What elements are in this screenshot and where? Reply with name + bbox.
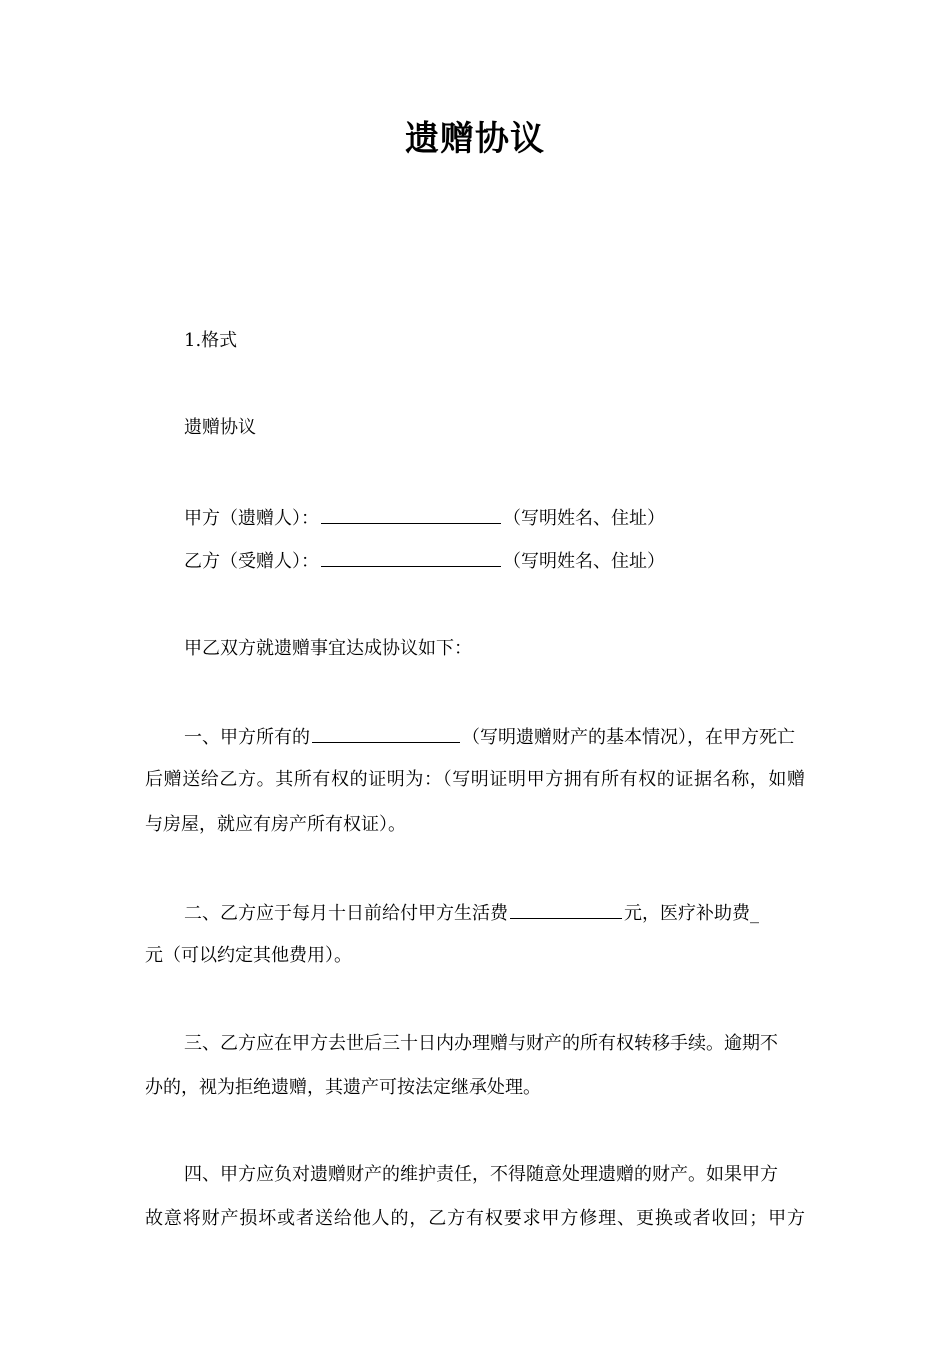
party-a-line [184, 505, 665, 531]
party-a-blank [321, 505, 501, 524]
clause-1-line-2: 后赠送给乙方。其所有权的证明为：（写明证明甲方拥有所有权的证据名称，如赠 [145, 769, 805, 790]
clause-3-line-2: 办的，视为拒绝遗赠，其遗产可按法定继承处理。 [145, 1077, 541, 1098]
party-b-line [184, 548, 665, 574]
clause-2-before: 二、乙方应于每月十日前给付甲方生活费 [184, 903, 508, 924]
clause-1-line-1 [184, 724, 795, 750]
party-a-note: （写明姓名、住址） [503, 508, 665, 529]
clause-4-line-2: 故意将财产损坏或者送给他人的，乙方有权要求甲方修理、更换或者收回；甲方 [145, 1208, 805, 1229]
clause-2-line-2: 元（可以约定其他费用）。 [145, 945, 352, 966]
clause-1-blank [312, 724, 460, 743]
clause-2-line-1 [184, 900, 759, 926]
party-b-blank [321, 548, 501, 567]
intro-paragraph: 甲乙双方就遗赠事宜达成协议如下： [184, 638, 472, 659]
clause-4-line-1: 四、甲方应负对遗赠财产的维护责任，不得随意处理遗赠的财产。如果甲方 [184, 1164, 778, 1185]
clause-1-line-3: 与房屋，就应有房产所有权证）。 [145, 814, 406, 835]
clause-1-after: （写明遗赠财产的基本情况），在甲方死亡 [462, 727, 795, 748]
clause-2-blank [510, 900, 622, 919]
party-b-label: 乙方（受赠人）： [184, 551, 319, 572]
party-b-note: （写明姓名、住址） [503, 551, 665, 572]
section-heading: 1.格式 [184, 330, 238, 351]
agreement-subtitle: 遗赠协议 [184, 417, 256, 438]
party-a-label: 甲方（遗赠人）： [184, 508, 319, 529]
document-title: 遗赠协议 [405, 119, 545, 159]
clause-1-before: 一、甲方所有的 [184, 727, 310, 748]
clause-2-after: 元，医疗补助费_ [624, 903, 759, 924]
clause-3-line-1: 三、乙方应在甲方去世后三十日内办理赠与财产的所有权转移手续。逾期不 [184, 1033, 778, 1054]
